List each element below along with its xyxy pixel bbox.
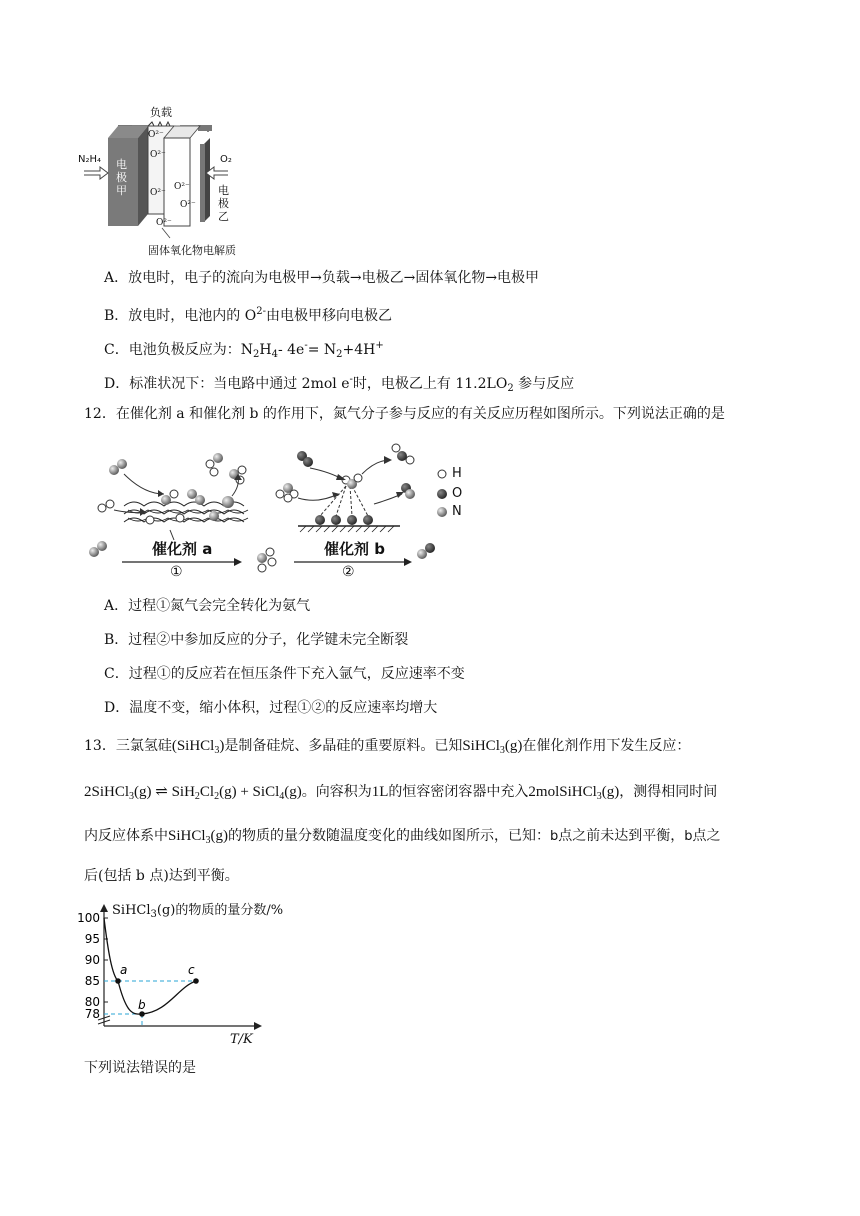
step-2-label: ② (342, 564, 355, 580)
point-label-b: b (138, 998, 146, 1012)
ion-label-3: O²⁻ (150, 188, 166, 198)
ion-label-5: O²⁻ (180, 200, 196, 210)
q13-line-3: 内反应体系中SiHCl$_3$(g)的物质的量分数随温度变化的曲线如图所示，已知：b点之前未达到平衡，b点之 (84, 828, 721, 846)
point-label-a: a (120, 963, 128, 977)
catalyst-a-label: 催化剂 a (152, 540, 213, 558)
left-gas-label: N₂H₄ (78, 154, 102, 165)
legend-n: N (452, 504, 462, 519)
y-tick-label-80: 80 (84, 995, 100, 1009)
chart-x-label: T/K (230, 1032, 253, 1047)
ion-label-6: O²⁻ (156, 218, 172, 228)
mole-fraction-chart (77, 896, 284, 1056)
right-gas-label: O₂ (220, 154, 232, 165)
reaction-mechanism-figure (84, 434, 463, 580)
electrode-a-label: 电极甲 (116, 158, 127, 197)
step-1-label: ① (170, 564, 183, 580)
q13-line-1: 13．三氯氢硅(SiHCl$_3$)是制备硅烷、多晶硅的重要原料。已知SiHCl$_3$(g)在催化剂作用下发生反应： (84, 738, 691, 756)
q13-line-4: 后(包括 b 点)达到平衡。 (84, 868, 239, 884)
q12-option-d: D．温度不变，缩小体积，过程①②的反应速率均增大 (104, 700, 438, 716)
q11-option-a: A．放电时，电子的流向为电极甲→负载→电极乙→固体氧化物→电极甲 (104, 270, 540, 286)
y-tick-label-85: 85 (84, 974, 100, 988)
q11-option-c: C．电池负极反应为：$N_2H_4-$ $4e^-= N_2+4H^+$ (104, 340, 384, 360)
catalyst-b-label: 催化剂 b (324, 540, 385, 558)
q12-option-a: A．过程①氮气会完全转化为氨气 (104, 598, 311, 614)
q12-option-b: B．过程②中参加反应的分子，化学键未完全断裂 (104, 632, 409, 648)
ion-label-2: O²⁻ (150, 150, 166, 160)
series-line (104, 918, 196, 1014)
point-b (139, 1011, 145, 1017)
q11-option-d: D．标准状况下：当电路中通过 2mol e-时，电极乙上有 $11.2LO_2$ 参与反应 (104, 374, 575, 394)
x-axis-arrow (254, 1022, 262, 1030)
q12-option-c: C．过程①的反应若在恒压条件下充入氩气，反应速率不变 (104, 666, 465, 682)
ion-label-4: O²⁻ (174, 182, 190, 192)
y-tick-label-78: 78 (84, 1007, 100, 1021)
point-c (193, 978, 199, 984)
electrolyte-caption: 固体氧化物电解质 (148, 244, 236, 257)
chart-title: SiHCl$_3$(g)的物质的量分数/% (112, 903, 284, 920)
electrode-b-label: 电极乙 (218, 184, 229, 223)
q12-stem: 12．在催化剂 a 和催化剂 b 的作用下，氮气分子参与反应的有关反应历程如图所示。下列说法正确的是 (84, 406, 725, 422)
legend-h: H (452, 466, 462, 481)
ion-label-1: O²⁻ (148, 130, 164, 140)
y-tick-label-90: 90 (84, 953, 100, 967)
q11-option-b: B．放电时，电池内的 $O^{2-}$由电极甲移向电极乙 (104, 306, 392, 324)
y-tick-label-100: 100 (77, 911, 100, 925)
q13-line-2: 2SiHCl$_3$(g) ⇌ $SiH_2Cl_2(g)$ + SiCl$_4$(g)。向容积为1L的恒容密闭容器中充入2molSiHCl$_3$(g)，测得相同时间 (84, 784, 718, 802)
fuel-cell-figure (78, 96, 258, 264)
y-axis-arrow (100, 904, 108, 912)
legend-o: O (452, 486, 463, 501)
y-tick-label-95: 95 (84, 932, 100, 946)
point-a (115, 978, 121, 984)
q13-ending: 下列说法错误的是 (84, 1060, 196, 1076)
point-label-c: c (188, 963, 195, 977)
load-label: 负载 (150, 106, 172, 119)
